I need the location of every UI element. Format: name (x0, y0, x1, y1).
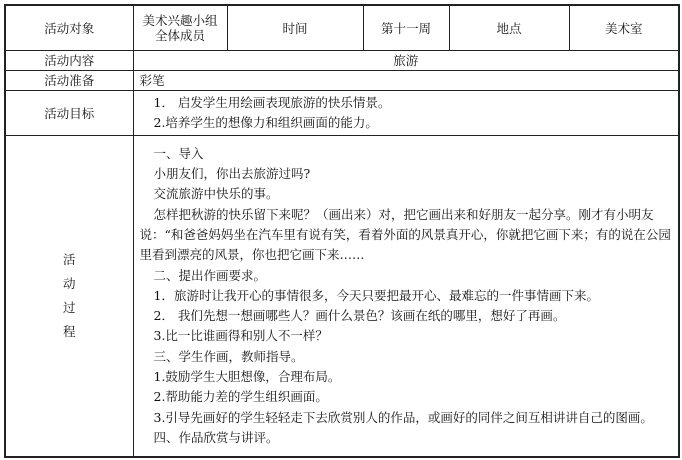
time-value: 第十一周 (363, 5, 449, 51)
place-label: 地点 (449, 5, 569, 51)
content-value: 旅游 (133, 51, 679, 71)
goal-label: 活动目标 (5, 91, 133, 136)
process-content (133, 136, 679, 458)
process-label-char: 程 (62, 324, 76, 339)
goal-list (133, 91, 679, 136)
process-line: 2． 我们先想一想画哪些人？画什么景色？该画在纸的哪里，想好了再画。 (153, 308, 566, 324)
process-label-char: 动 (62, 276, 76, 291)
section-heading: 一、导入 (153, 145, 204, 161)
section-heading: 四、作品欣赏与讲评。 (153, 429, 279, 445)
process-line: 3.比一比谁画得和别人不一样？ (153, 328, 328, 344)
process-paragraph: 3.引导先画好的学生轻轻走下去欣赏别人的作品，或画好的同伴之间互相讲讲自己的图画。 (153, 409, 653, 425)
goal-item: 2.培养学生的想像力和组织画面的能力。 (153, 115, 378, 130)
section-heading: 二、提出作画要求。 (153, 267, 267, 283)
prep-label: 活动准备 (5, 71, 133, 91)
process-line: 1.鼓励学生大胆想像，合理布局。 (153, 369, 341, 385)
goal-item: 1． 启发学生用绘画表现旅游的快乐情景。 (153, 95, 391, 110)
prep-row (5, 71, 679, 91)
process-row (5, 136, 679, 458)
process-label-char: 过 (62, 300, 76, 315)
process-line: 1．旅游时让我开心的事情很多，今天只要把最开心、最难忘的一件事情画下来。 (153, 287, 599, 303)
process-line: 交流旅游中快乐的事。 (153, 186, 279, 202)
process-line: 小朋友们，你出去旅游过吗? (153, 166, 311, 182)
process-line: 2.帮助能力差的学生组织画面。 (153, 389, 328, 405)
goal-row (5, 91, 679, 136)
process-label-char: 活 (62, 252, 76, 267)
activity-plan-table (4, 4, 680, 458)
place-value: 美术室 (569, 5, 679, 51)
content-label: 活动内容 (5, 51, 133, 71)
process-label (5, 136, 133, 458)
prep-value: 彩笔 (133, 71, 679, 91)
time-label: 时间 (227, 5, 363, 51)
target-label: 活动对象 (5, 5, 133, 51)
process-paragraph: 怎样把秋游的快乐留下来呢？（画出来）对，把它画出来和好朋友一起分享。刚才有小明友说：“和爸爸妈妈坐在汽车里有说有笑，看着外面的风景真开心，你就把它画下来；有的说在公园里看到漂亮的风景，你也把它画下来…… (139, 206, 671, 263)
target-value-line1: 美术兴趣小组 (142, 13, 218, 28)
section-heading: 三、学生作画，教师指导。 (153, 348, 304, 364)
target-value-line2: 全体成员 (154, 28, 205, 43)
header-row (5, 5, 679, 51)
content-row (5, 51, 679, 71)
target-value (133, 5, 227, 51)
